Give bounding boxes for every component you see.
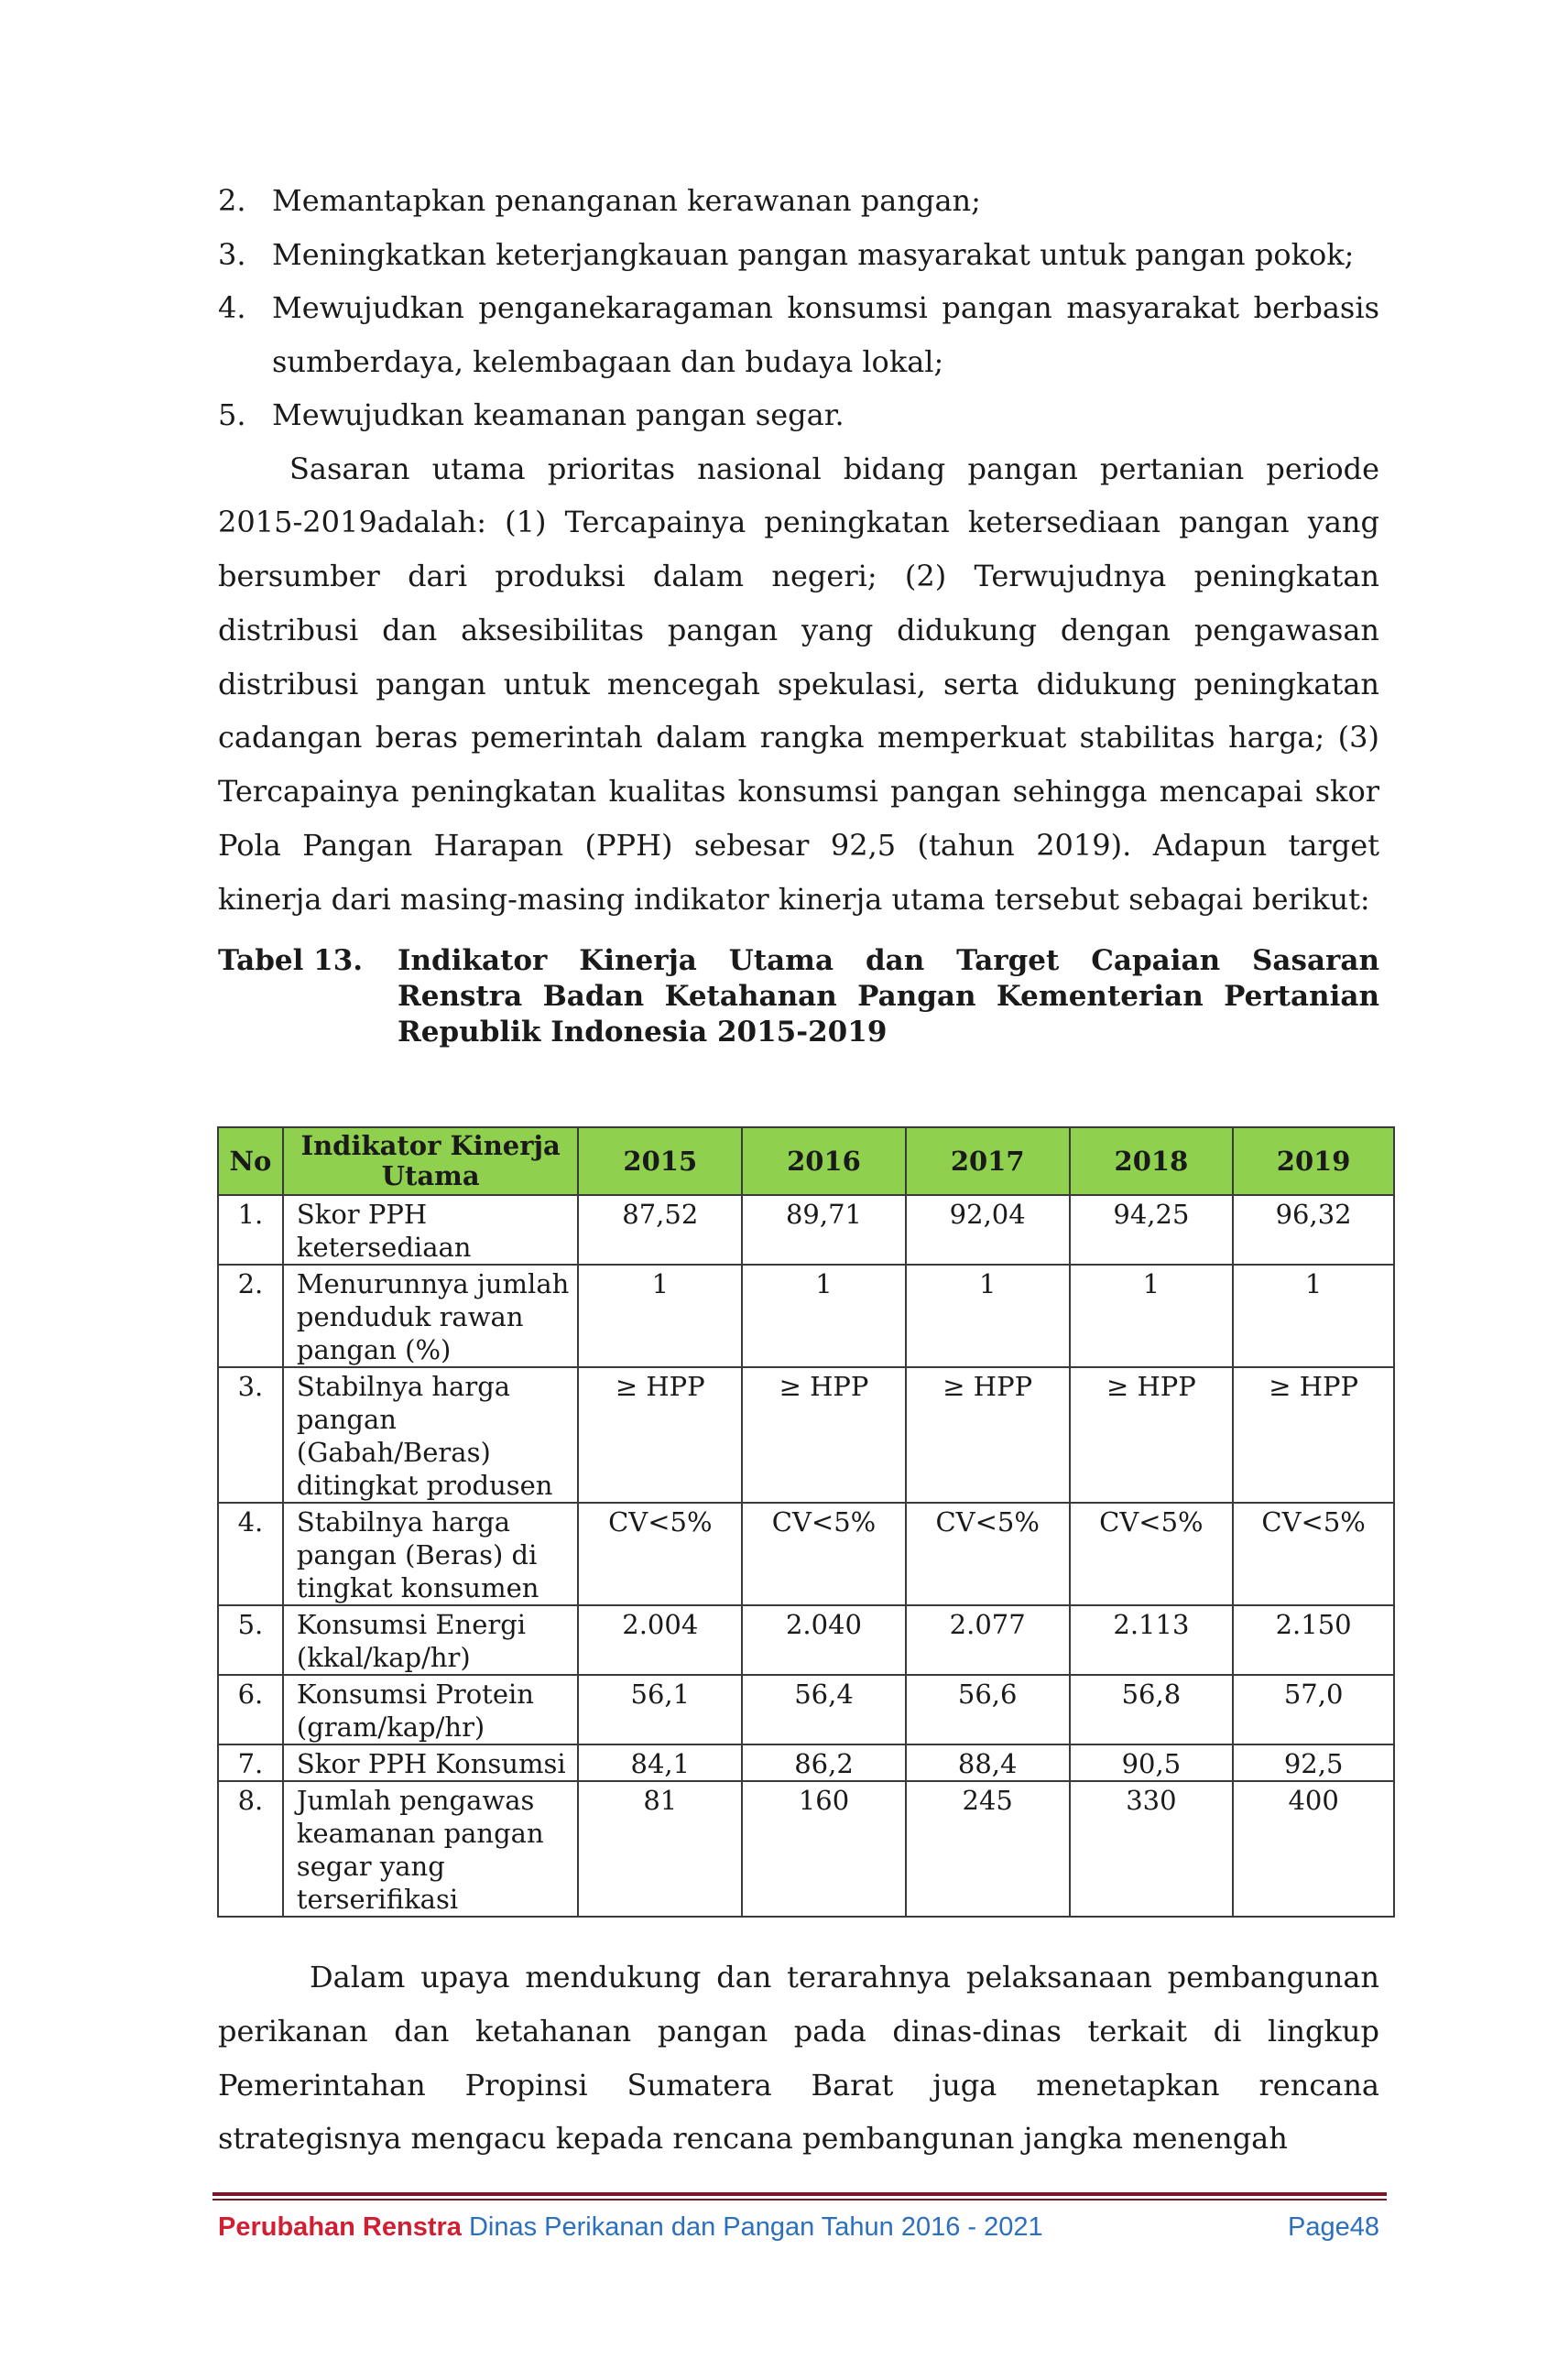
- cell-value: 160: [742, 1781, 906, 1917]
- list-item: [218, 281, 1379, 388]
- table-header-row: [218, 1127, 1394, 1195]
- kpi-table: [217, 1126, 1395, 1918]
- footer-rule-thick: [212, 2192, 1387, 2196]
- cell-value: 84,1: [578, 1744, 742, 1781]
- cell-indicator: Jumlah pengawas keamanan pangan segar yang terserifikasi: [283, 1781, 579, 1917]
- paragraph-sasaran: Sasaran utama prioritas nasional bidang pangan pertanian periode 2015-2019adalah: (1) Tercapainya peningkatan ketersediaan pangan yang bersumber dari produksi dalam negeri; (2) Terwujudnya peningkatan distribusi dan aksesibilitas pangan yang didukung dengan pengawasan distribusi pangan untuk mencegah spekulasi, serta didukung peningkatan cadangan beras pemerintah dalam rangka memperkuat stabilitas harga; (3) Tercapainya peningkatan kualitas konsumsi pangan sehingga mencapai skor Pola Pangan Harapan (PPH) sebesar 92,5 (tahun 2019). Adapun target kinerja dari masing-masing indikator kinerja utama tersebut sebagai berikut:: [218, 451, 1379, 917]
- cell-value: 88,4: [906, 1744, 1070, 1781]
- paragraph-upaya: Dalam upaya mendukung dan terarahnya pelaksanaan pembangunan perikanan dan ketahanan pangan pada dinas-dinas terkait di lingkup Pemerintahan Propinsi Sumatera Barat juga menetapkan rencana strategisnya mengacu kepada rencana pembangunan jangka menengah: [218, 1960, 1379, 2157]
- cell-value: 56,6: [906, 1675, 1070, 1744]
- cell-no: 6.: [218, 1675, 283, 1744]
- table-row: [218, 1503, 1394, 1605]
- cell-no: 7.: [218, 1744, 283, 1781]
- header-no: No: [218, 1127, 283, 1195]
- cell-value: 87,52: [578, 1195, 742, 1265]
- body-text: [218, 174, 1379, 1050]
- list-item: [218, 174, 1379, 228]
- cell-value: ≥ HPP: [1070, 1367, 1234, 1503]
- cell-value: 90,5: [1070, 1744, 1234, 1781]
- table-caption: [218, 943, 1379, 1050]
- cell-indicator: Stabilnya harga pangan (Beras) di tingkat konsumen: [283, 1503, 579, 1605]
- cell-value: 2.077: [906, 1605, 1070, 1675]
- table-row: [218, 1675, 1394, 1744]
- list-number: 4.: [218, 290, 246, 325]
- cell-value: 92,5: [1233, 1744, 1394, 1781]
- cell-value: CV<5%: [742, 1503, 906, 1605]
- cell-value: 57,0: [1233, 1675, 1394, 1744]
- cell-indicator: Skor PPH Konsumsi: [283, 1744, 579, 1781]
- cell-value: 2.004: [578, 1605, 742, 1675]
- cell-value: 81: [578, 1781, 742, 1917]
- cell-value: CV<5%: [578, 1503, 742, 1605]
- list-item: [218, 228, 1379, 282]
- table-caption-label: Tabel 13.: [218, 943, 364, 977]
- list-text: Mewujudkan penganekaragaman konsumsi pangan masyarakat berbasis sumberdaya, kelembagaan dan budaya lokal;: [272, 290, 1379, 379]
- cell-no: 2.: [218, 1265, 283, 1367]
- list-item: [218, 388, 1379, 442]
- list-text: Memantapkan penanganan kerawanan pangan;: [272, 183, 981, 218]
- table-row: [218, 1781, 1394, 1917]
- header-2017: 2017: [906, 1127, 1070, 1195]
- cell-indicator: Konsumsi Energi (kkal/kap/hr): [283, 1605, 579, 1675]
- cell-value: 245: [906, 1781, 1070, 1917]
- table-row: [218, 1605, 1394, 1675]
- cell-value: 330: [1070, 1781, 1234, 1917]
- cell-value: 56,8: [1070, 1675, 1234, 1744]
- cell-no: 4.: [218, 1503, 283, 1605]
- table-row: [218, 1744, 1394, 1781]
- header-2019: 2019: [1233, 1127, 1394, 1195]
- header-2018: 2018: [1070, 1127, 1234, 1195]
- header-2015: 2015: [578, 1127, 742, 1195]
- footer-title: Dinas Perikanan dan Pangan Tahun 2016 - 2021: [461, 2212, 1043, 2242]
- list-text: Meningkatkan keterjangkauan pangan masyarakat untuk pangan pokok;: [272, 236, 1355, 272]
- cell-indicator: Stabilnya harga pangan (Gabah/Beras) ditingkat produsen: [283, 1367, 579, 1503]
- cell-value: ≥ HPP: [742, 1367, 906, 1503]
- cell-indicator: Skor PPH ketersediaan: [283, 1195, 579, 1265]
- cell-value: ≥ HPP: [578, 1367, 742, 1503]
- cell-value: CV<5%: [1233, 1503, 1394, 1605]
- cell-value: 86,2: [742, 1744, 906, 1781]
- cell-indicator: Menurunnya jumlah penduduk rawan pangan (%): [283, 1265, 579, 1367]
- header-2016: 2016: [742, 1127, 906, 1195]
- cell-value: 1: [1070, 1265, 1234, 1367]
- cell-indicator: Konsumsi Protein (gram/kap/hr): [283, 1675, 579, 1744]
- table-caption-text: Indikator Kinerja Utama dan Target Capaian Sasaran Renstra Badan Ketahanan Pangan Kementerian Pertanian Republik Indonesia 2015-2019: [398, 943, 1379, 1049]
- cell-value: CV<5%: [906, 1503, 1070, 1605]
- cell-value: 2.150: [1233, 1605, 1394, 1675]
- cell-value: 96,32: [1233, 1195, 1394, 1265]
- cell-value: 1: [1233, 1265, 1394, 1367]
- cell-value: 1: [578, 1265, 742, 1367]
- table-row: [218, 1367, 1394, 1503]
- cell-value: 2.040: [742, 1605, 906, 1675]
- cell-no: 3.: [218, 1367, 283, 1503]
- list-number: 5.: [218, 397, 246, 432]
- cell-value: 1: [906, 1265, 1070, 1367]
- cell-value: 56,1: [578, 1675, 742, 1744]
- cell-no: 5.: [218, 1605, 283, 1675]
- cell-value: ≥ HPP: [1233, 1367, 1394, 1503]
- table-row: [218, 1195, 1394, 1265]
- header-indicator: Indikator Kinerja Utama: [283, 1127, 579, 1195]
- cell-no: 1.: [218, 1195, 283, 1265]
- table-row: [218, 1265, 1394, 1367]
- list-text: Mewujudkan keamanan pangan segar.: [272, 397, 844, 432]
- footer-brand: Perubahan Renstra: [218, 2212, 462, 2242]
- list-number: 3.: [218, 236, 246, 272]
- cell-value: 1: [742, 1265, 906, 1367]
- cell-value: CV<5%: [1070, 1503, 1234, 1605]
- footer-page-number: Page48: [1288, 2212, 1379, 2242]
- list-number: 2.: [218, 183, 246, 218]
- footer-rule-thin: [212, 2199, 1387, 2201]
- cell-value: 94,25: [1070, 1195, 1234, 1265]
- cell-value: 92,04: [906, 1195, 1070, 1265]
- cell-no: 8.: [218, 1781, 283, 1917]
- cell-value: 89,71: [742, 1195, 906, 1265]
- cell-value: 400: [1233, 1781, 1394, 1917]
- cell-value: ≥ HPP: [906, 1367, 1070, 1503]
- page-footer: [218, 2209, 1379, 2245]
- numbered-list: [218, 174, 1379, 442]
- cell-value: 56,4: [742, 1675, 906, 1744]
- cell-value: 2.113: [1070, 1605, 1234, 1675]
